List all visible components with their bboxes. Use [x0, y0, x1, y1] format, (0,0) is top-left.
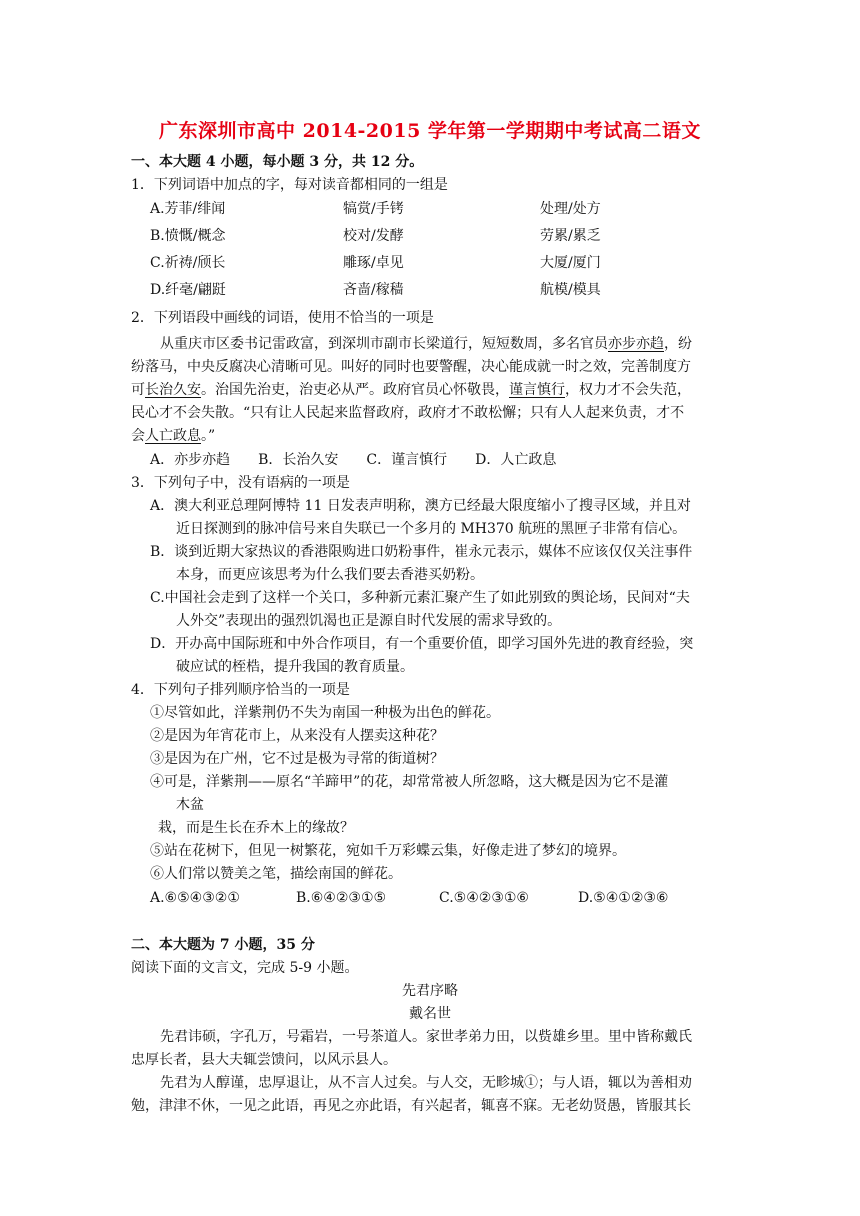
q3-stem: 3．下列句子中，没有语病的一项是 — [131, 475, 350, 491]
section-2-heading: 二、本大题为 7 小题，35 分 — [131, 937, 315, 953]
essay-title: 先君序略 — [402, 983, 458, 999]
q3-option-d-line-1: D．开办高中国际班和中外合作项目，有一个重要价值，即学习国外先进的教育经验，突 — [150, 636, 694, 652]
q1-option-c-3: 大厦/厦门 — [540, 255, 601, 271]
q3-option-a-line-1: A．澳大利亚总理阿博特 11 日发表声明称，澳方已经最大限度缩小了搜寻区域，并且对 — [150, 498, 691, 514]
q1-option-a-3: 处理/处方 — [540, 201, 601, 217]
q3-option-c-line-2: 人外交”表现出的强烈饥渴也正是源自时代发展的需求导致的。 — [176, 613, 562, 629]
q4-sentence-3: ③是因为在广州，它不过是极为寻常的街道树？ — [150, 751, 444, 767]
q1-option-b-3: 劳累/累乏 — [540, 228, 601, 244]
q4-option-a: A.⑥⑤④③②① — [150, 890, 240, 906]
underlined-phrase-3: 谨言慎行 — [509, 382, 565, 398]
underlined-phrase-4: 人亡政息 — [145, 428, 201, 444]
q4-option-d: D.⑤④①②③⑥ — [578, 890, 669, 906]
section-1-heading: 一、本大题 4 小题，每小题 3 分，共 12 分。 — [131, 154, 424, 170]
q2-passage-line-1: 从重庆市区委书记雷政富，到深圳市副市长梁道行，短短数周，多名官员亦步亦趋，纷 — [160, 336, 692, 352]
essay-paragraph-2-line-1: 先君为人醇谨，忠厚退让，从不言人过矣。与人交，无畛城①；与人语，辄以为善相劝 — [160, 1075, 692, 1091]
q1-option-d-2: 吝啬/稼穑 — [343, 282, 404, 298]
q4-sentence-6: ⑥人们常以赞美之笔，描绘南国的鲜花。 — [150, 866, 402, 882]
q2-passage-line-4: 民心才不会失散。“只有让人民起来监督政府，政府才不敢松懈；只有人人起来负责，才不 — [131, 405, 685, 421]
essay-author: 戴名世 — [409, 1006, 451, 1022]
q2-passage-line-3: 可长治久安。治国先治吏，治吏必从严。政府官员心怀敬畏，谨言慎行，权力才不会失范， — [131, 382, 691, 398]
essay-paragraph-1-line-2: 忠厚长者，县大夫辄尝馈问，以风示县人。 — [131, 1052, 397, 1068]
underlined-phrase-1: 亦步亦趋 — [608, 336, 664, 352]
q4-sentence-4-line-1: ④可是，洋紫荆——原名“羊蹄甲”的花，却常常被人所忽略，这大概是因为它不是灌 — [150, 774, 669, 790]
q3-option-a-line-2: 近日探测到的脉冲信号来自失联已一个多月的 MH370 航班的黑匣子非常有信心。 — [176, 521, 687, 537]
q4-sentence-1: ①尽管如此，洋紫荆仍不失为南国一种极为出色的鲜花。 — [150, 705, 500, 721]
q1-option-b-2: 校对/发酵 — [343, 228, 404, 244]
essay-paragraph-2-line-2: 勉，津津不休，一见之此语，再见之亦此语，有兴起者，辄喜不寐。无老幼贤愚，皆服其长 — [131, 1098, 691, 1114]
exam-title: 广东深圳市高中 2014-2015 学年第一学期期中考试高二语文 — [159, 120, 701, 142]
q3-option-b-line-1: B．谈到近期大家热议的香港限购进口奶粉事件，崔永元表示，媒体不应该仅仅关注事件 — [150, 544, 693, 560]
q4-option-c: C.⑤④②③①⑥ — [439, 890, 529, 906]
q1-option-c-1: C.祈祷/颀长 — [150, 255, 226, 271]
q3-option-d-line-2: 破应试的桎梏，提升我国的教育质量。 — [176, 659, 414, 675]
q3-option-b-line-2: 本身，而更应该思考为什么我们要去香港买奶粉。 — [176, 567, 484, 583]
q4-sentence-4-line-3: 栽，而是生长在乔木上的缘故？ — [158, 820, 354, 836]
essay-paragraph-1-line-1: 先君讳硕，字孔万，号霜岩，一号茶道人。家世孝弟力田，以赀雄乡里。里中皆称戴氏 — [160, 1029, 692, 1045]
q1-option-c-2: 雕琢/卓见 — [343, 255, 404, 271]
q3-option-c-line-1: C.中国社会走到了这样一个关口，多种新元素汇聚产生了如此别致的舆论场，民间对“夫 — [150, 590, 690, 606]
q1-option-b-1: B.愤慨/概念 — [150, 228, 226, 244]
q1-option-a-1: A.芳菲/绯闻 — [150, 201, 226, 217]
q4-sentence-4-line-2: 木盆 — [176, 797, 204, 813]
q2-passage-line-5: 会人亡政息。” — [131, 428, 216, 444]
q2-passage-line-2: 纷落马，中央反腐决心清晰可见。叫好的同时也要警醒，决心能成就一时之效，完善制度方 — [131, 359, 691, 375]
q1-stem: 1．下列词语中加点的字，每对读音都相同的一组是 — [131, 177, 448, 193]
q4-option-b: B.⑥④②③①⑤ — [296, 890, 387, 906]
q1-option-a-2: 犒赏/手铐 — [343, 201, 404, 217]
q1-option-d-1: D.纤毫/翩跹 — [150, 282, 226, 298]
q4-sentence-2: ②是因为年宵花市上，从来没有人摆卖这种花？ — [150, 728, 444, 744]
q1-option-d-3: 航模/模具 — [540, 282, 601, 298]
q2-stem: 2．下列语段中画线的词语，使用不恰当的一项是 — [131, 310, 434, 326]
section-2-intro: 阅读下面的文言文，完成 5-9 小题。 — [131, 960, 359, 976]
underlined-phrase-2: 长治久安 — [145, 382, 201, 398]
q4-sentence-5: ⑤站在花树下，但见一树繁花，宛如千万彩蝶云集，好像走进了梦幻的境界。 — [150, 843, 626, 859]
q2-options: A．亦步亦趋 B．长治久安 C．谨言慎行 D．人亡政息 — [150, 452, 557, 468]
q4-stem: 4．下列句子排列顺序恰当的一项是 — [131, 682, 350, 698]
